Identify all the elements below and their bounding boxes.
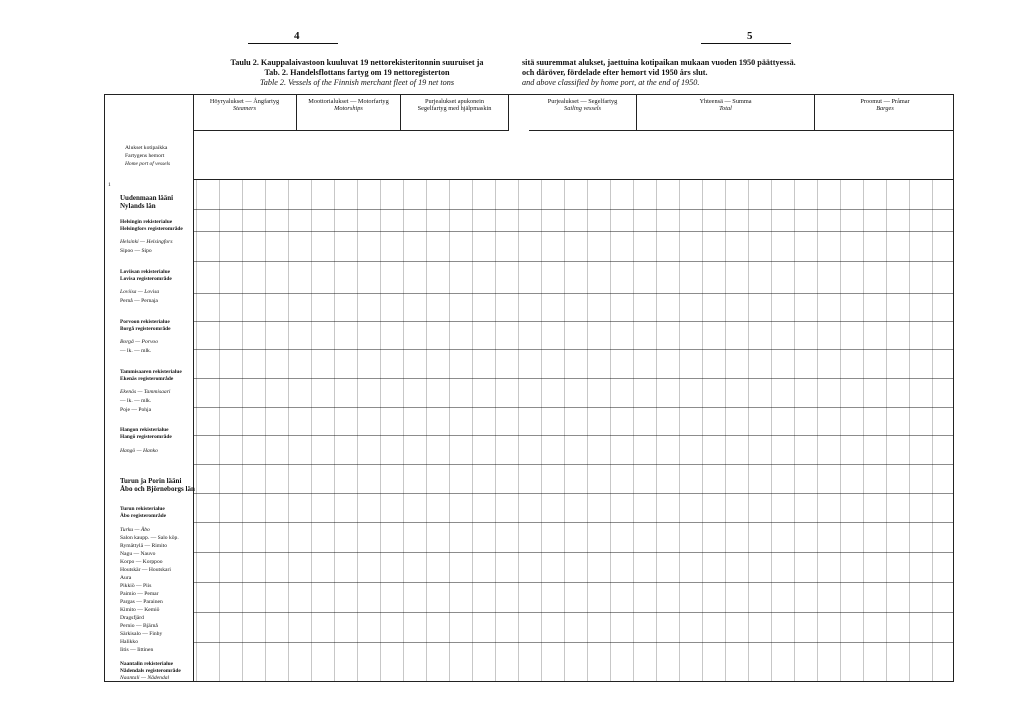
row-line <box>105 349 953 350</box>
sailing-vessels-heading <box>529 95 637 131</box>
total-heading-label: Yhteensä — Summa <box>699 98 752 105</box>
row-label-8: Porvoon rekisterialue <box>120 319 170 325</box>
steamers-heading-sub: Steamers <box>232 105 257 112</box>
row-label-1: Uudenmaan lääni <box>120 194 174 202</box>
row-label-14: Poje — Pohja <box>120 407 152 413</box>
row-label-31: Pernio — Bjärnå <box>120 623 158 629</box>
row-line <box>105 378 953 379</box>
barges-heading-sub: Barges <box>876 105 894 112</box>
left-title-line-2: Tab. 2. Handelsflottans fartyg om 19 nettoregisterton <box>264 68 450 77</box>
steamers-heading <box>193 95 297 131</box>
left-page-number: 4 <box>294 30 300 42</box>
row-line <box>105 231 953 232</box>
home-port-heading-sv: Fartygens hemort <box>125 153 165 159</box>
total-heading <box>637 95 815 131</box>
row-label-26: Pikkiö — Piis <box>120 583 152 589</box>
barges-heading <box>815 95 954 131</box>
row-label-22: Nagu — Nauvo <box>120 551 156 557</box>
row-sub-35: Nådendals registerområde <box>120 668 181 674</box>
statistics-table <box>104 94 954 682</box>
row-label-33: Halikko <box>120 639 139 645</box>
row-sub-2: Helsingfors registerområde <box>120 226 183 232</box>
right-header-rule <box>701 43 791 44</box>
row-line <box>105 261 953 262</box>
row-label-25: Aura <box>120 575 132 581</box>
row-label: 1 <box>108 182 111 188</box>
auxiliary-sailing-heading-label: Purjealukset apukonein <box>425 98 484 105</box>
row-sub-17: Åbo och Björneborgs län <box>120 485 195 493</box>
steamers-heading-label: Höyryalukset — Ångfartyg <box>209 98 280 105</box>
row-label-17: Turun ja Porin lääni <box>120 477 182 485</box>
left-header-rule <box>248 43 338 44</box>
row-line <box>105 209 953 210</box>
row-label-4: Sipoo — Sipo <box>120 248 152 254</box>
row-label-30: Dragsfjärd <box>120 615 144 621</box>
row-label-9: Borgå — Porvoo <box>120 339 159 345</box>
row-label-12: Ekenäs — Tammisaari <box>120 389 171 395</box>
total-heading-sub: Total <box>719 105 732 112</box>
auxiliary-sailing-heading <box>401 95 509 131</box>
home-port-heading-fi: Alukset kotipaikka <box>125 145 168 151</box>
row-line <box>105 464 953 465</box>
row-label-35: Naantalin rekisterialue <box>120 661 174 667</box>
row-label-10: — lk. — mlk. <box>120 348 152 354</box>
row-sub-11: Ekenäs registerområde <box>120 376 174 382</box>
row-sub-15: Hangö registerområde <box>120 434 172 440</box>
row-sub-18: Åbo registerområde <box>120 513 167 519</box>
row-label-36: Naantali — Nådendal <box>120 675 170 681</box>
row-label-18: Turun rekisterialue <box>120 506 165 512</box>
row-sub-1: Nylands län <box>120 202 156 210</box>
row-line <box>105 642 953 643</box>
row-label-19: Turku — Åbo <box>120 527 150 533</box>
row-line <box>105 293 953 294</box>
sailing-vessels-heading-sub: Sailing vessels <box>564 105 601 112</box>
row-label-5: Loviisan rekisterialue <box>120 269 171 275</box>
barges-heading-label: Proomut — Pråmar <box>860 98 910 105</box>
left-title-block <box>198 58 516 88</box>
right-title-line-3: and above classified by home port, at the end of 1950. <box>522 78 700 87</box>
row-label-23: Korpo — Korppoo <box>120 559 163 565</box>
home-port-heading-en: Home port of vessels <box>125 161 171 167</box>
row-sub-8: Borgå registerområde <box>120 326 171 332</box>
row-label-11: Tammisaaren rekisterialue <box>120 369 182 375</box>
left-title-line-3: Table 2. Vessels of the Finnish merchant fleet of 19 net tons <box>259 78 455 87</box>
row-line <box>105 612 953 613</box>
motorships-heading-label: Moottorialukset — Motorfartyg <box>308 98 389 105</box>
row-label-3: Helsinki — Helsingfors <box>120 239 173 245</box>
right-title-block <box>522 58 862 88</box>
row-line <box>105 407 953 408</box>
motorships-heading-sub: Motorships <box>334 105 363 112</box>
row-label-34: Iitis — Iittinen <box>120 647 154 653</box>
right-title-line-1: sitä suuremmat alukset, jaettuina kotipaikan mukaan vuoden 1950 päättyessä. <box>522 58 796 67</box>
row-label-7: Pernå — Pernaja <box>120 298 158 304</box>
row-label-20: Salon kaupp. — Salo köp. <box>120 535 179 541</box>
statistics-table-wrap <box>104 94 954 682</box>
row-line <box>105 321 953 322</box>
sailing-vessels-heading-label: Purjealukset — Segelfartyg <box>547 98 618 105</box>
row-line <box>105 582 953 583</box>
row-label-16: Hangö — Hanko <box>120 448 158 454</box>
row-label-21: Rymättylä — Rimito <box>120 543 168 549</box>
auxiliary-sailing-heading-sub: Segelfartyg med hjälpmaskin <box>417 105 492 112</box>
row-line <box>105 435 953 436</box>
row-label-27: Paimio — Pemar <box>120 591 159 597</box>
row-label-28: Pargas — Parainen <box>120 599 163 605</box>
right-page-number: 5 <box>747 30 753 42</box>
subheading-band <box>193 131 954 179</box>
row-line <box>105 522 953 523</box>
row-line <box>105 552 953 553</box>
row-label-13: — lk. — mlk. <box>120 398 152 404</box>
right-title-line-2: och däröver, fördelade efter hemort vid 1950 års slut. <box>522 68 708 77</box>
motorships-heading <box>297 95 401 131</box>
row-label-29: Kimito — Kemiö <box>120 607 160 613</box>
row-label-32: Särkisalo — Finby <box>120 631 163 637</box>
left-title-line-1: Taulu 2. Kauppalaivastoon kuuluvat 19 nettorekisteritonnin suuruiset ja <box>230 58 484 67</box>
row-sub-5: Lovisa registerområde <box>120 276 172 282</box>
row-label-15: Hangon rekisterialue <box>120 427 169 433</box>
row-label-2: Helsingin rekisterialue <box>120 219 173 225</box>
row-line <box>105 493 953 494</box>
row-label-6: Loviisa — Lovisa <box>120 289 160 295</box>
row-label-24: Houtskär — Houtskari <box>120 567 171 573</box>
